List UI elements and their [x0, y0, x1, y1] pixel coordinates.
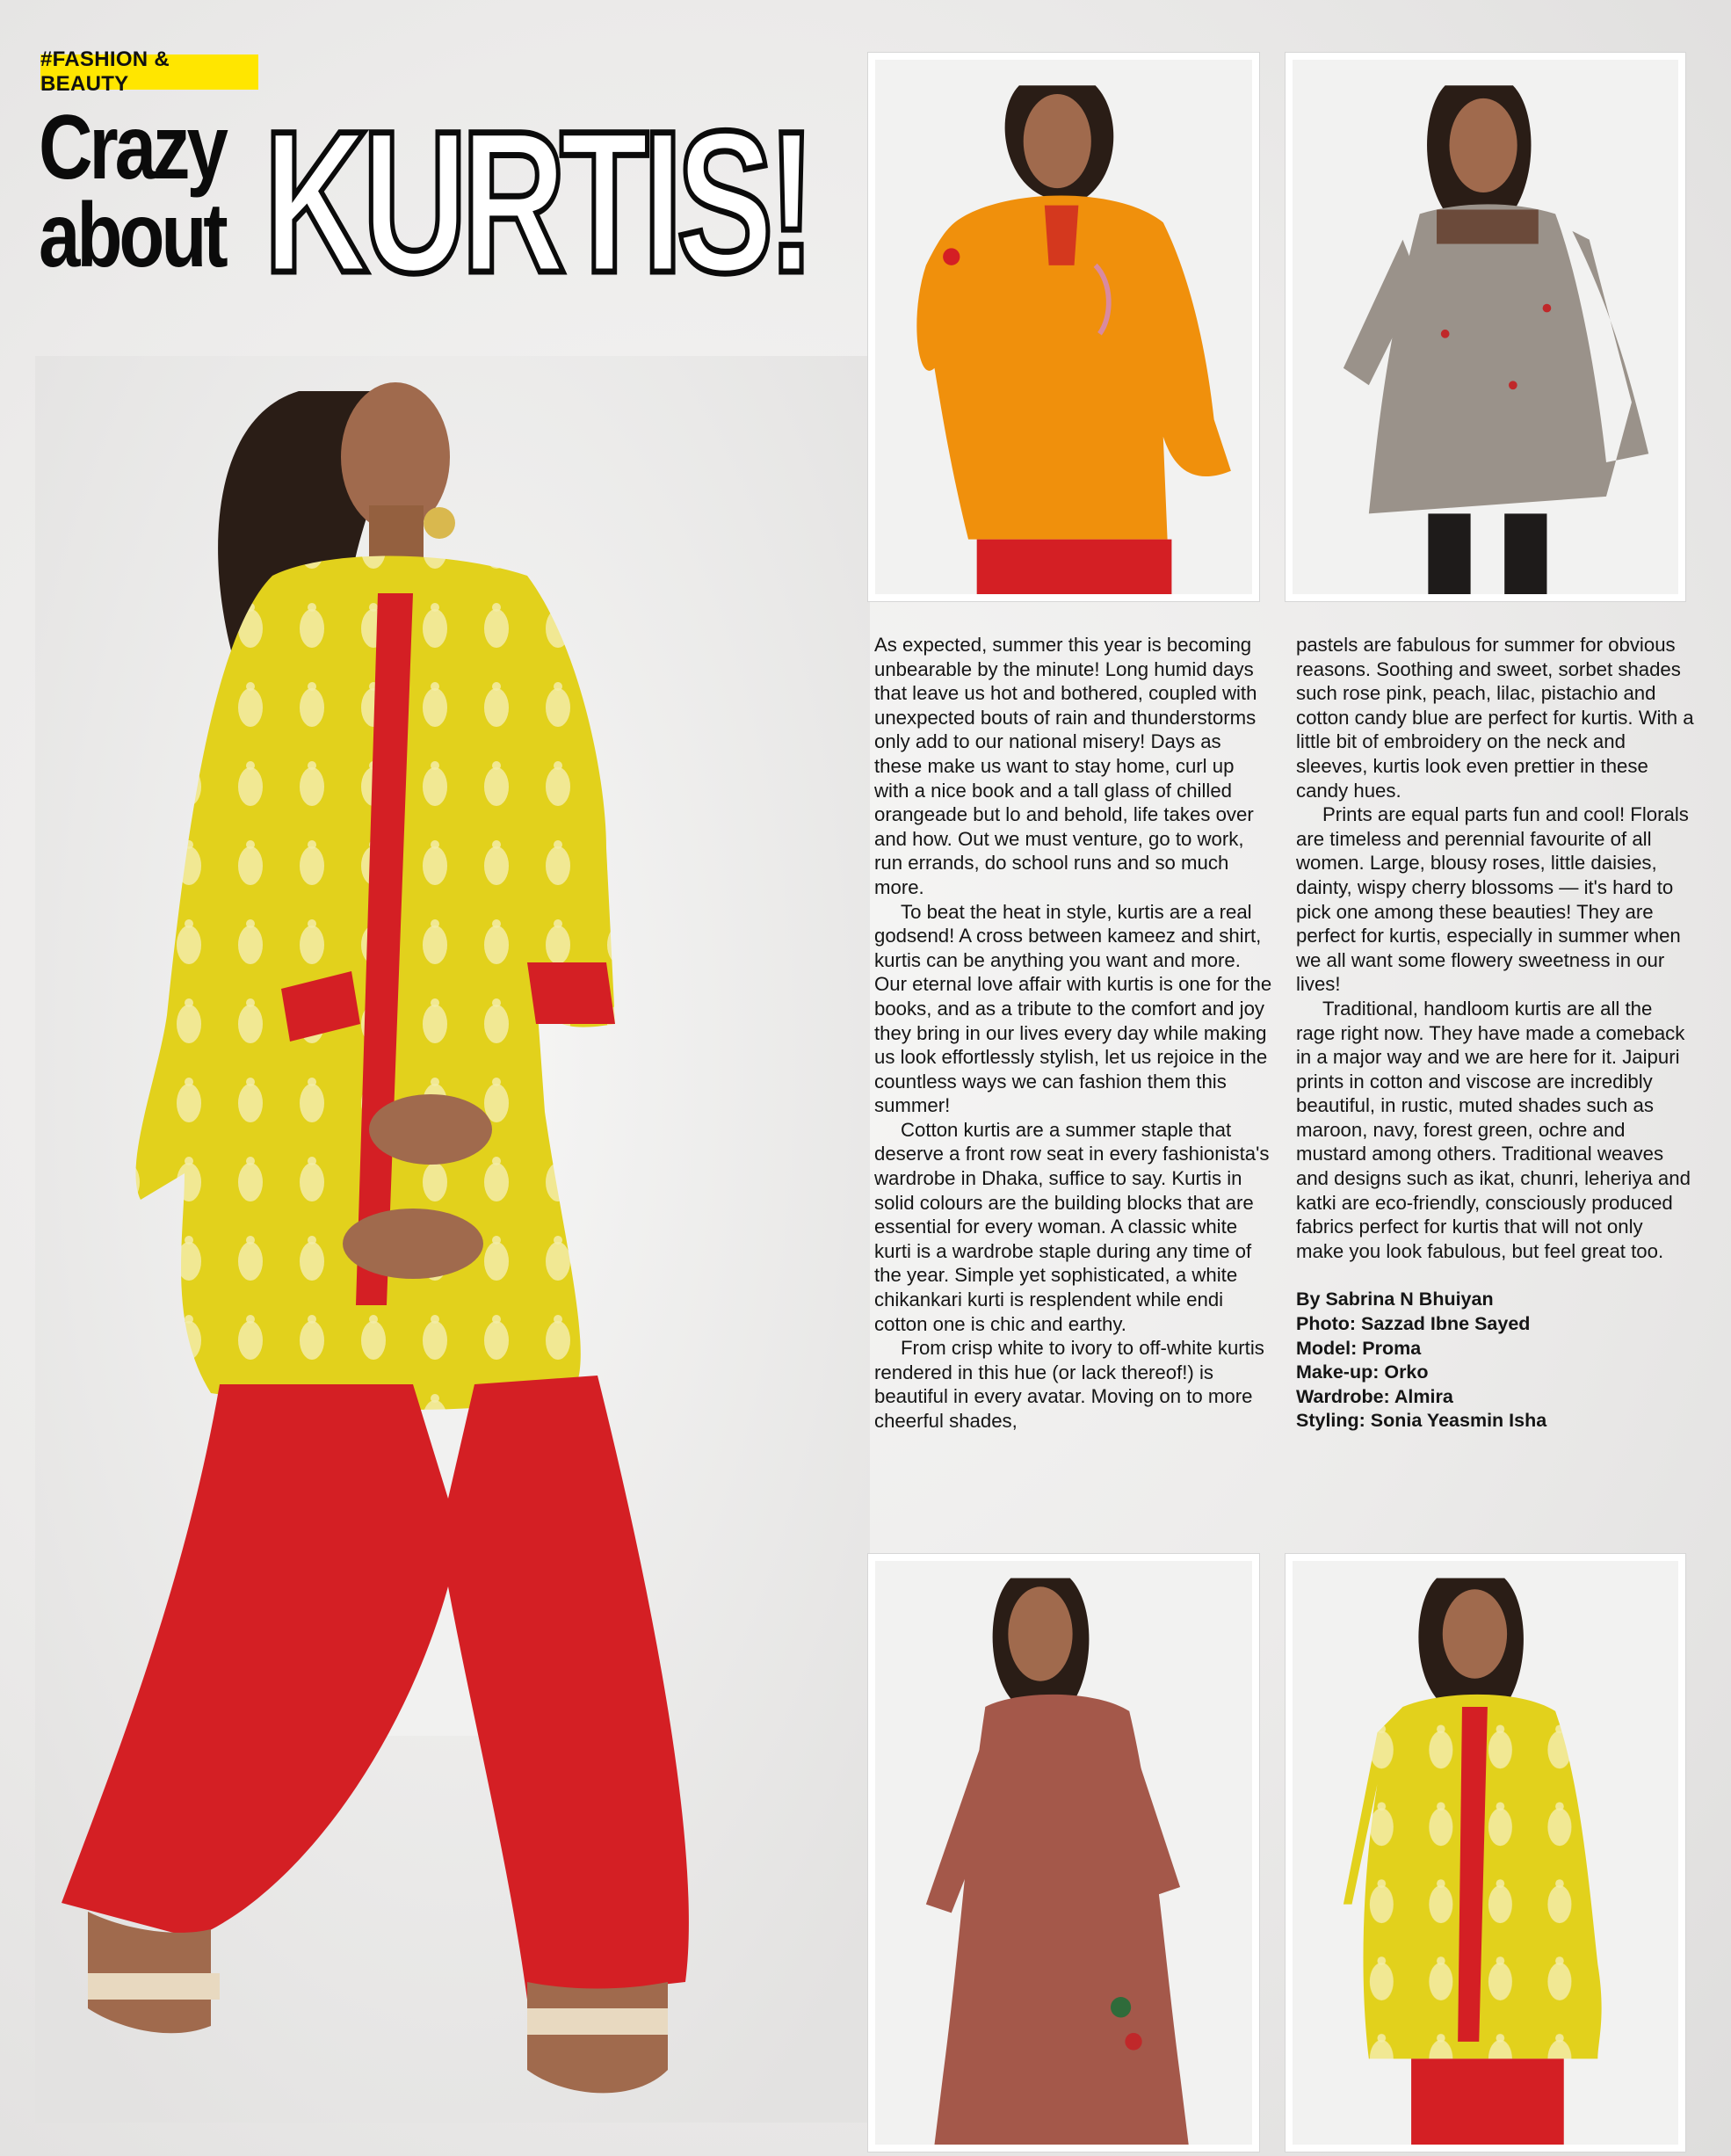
printed-kurti-illustration	[875, 1561, 1252, 2145]
title-line-1: Crazy	[39, 97, 225, 199]
photo-orange-kurti	[868, 53, 1259, 601]
article-column-2	[1296, 633, 1696, 1434]
credits	[1296, 1288, 1696, 1434]
grey-kurti-illustration	[1293, 60, 1678, 594]
title-big: KURTIS!	[264, 89, 810, 315]
paragraph: From crisp white to ivory to off-white kurtis rendered in this hue (or lack thereof!) is beautiful in every avatar. Moving on to more cheerful shades,	[874, 1337, 1264, 1432]
paragraph: pastels are fabulous for summer for obvious reasons. Soothing and sweet, sorbet shades such rose pink, peach, lilac, pistachio and cotton candy blue are perfect for kurtis. With a little bit of embroidery on the neck and sleeves, kurtis look even prettier in these candy hues.	[1296, 634, 1694, 802]
photo-printed-kurti	[868, 1554, 1259, 2152]
photo-grey-kurti	[1286, 53, 1685, 601]
title-line-2: about	[39, 185, 225, 287]
credit-makeup: Make-up: Orko	[1296, 1361, 1429, 1383]
credit-photo: Photo: Sazzad Ibne Sayed	[1296, 1313, 1531, 1335]
credit-wardrobe: Wardrobe: Almira	[1296, 1385, 1453, 1407]
hero-photo	[35, 356, 870, 2123]
article-column-1	[874, 633, 1274, 1434]
hero-model-illustration	[35, 356, 870, 2123]
title-small	[39, 97, 265, 287]
paragraph: Prints are equal parts fun and cool! Florals are timeless and perennial favourite of all women. Large, blousy roses, little daisies, dainty, wispy cherry blossoms — it's hard to pick one among these beauties! They are perfect for kurtis, especially in summer when we all want some flowery sweetness in our lives!	[1296, 803, 1689, 996]
credit-styling: Styling: Sonia Yeasmin Isha	[1296, 1410, 1547, 1432]
paragraph: Cotton kurtis are a summer staple that deserve a front row seat in every fashionista's wardrobe in Dhaka, suffice to say. Kurtis in solid colours are the building blocks that are essential for every woman. A classic white kurti is a wardrobe staple during any time of the year. Simple yet sophisticated, a white chikankari kurti is resplendent while endi cotton one is chic and earthy.	[874, 1118, 1270, 1335]
paragraph: To beat the heat in style, kurtis are a real godsend! A cross between kameez and shirt, kurtis can be anything you want and more. Our eternal love affair with kurtis is one for the books, and as a tribute to the comfort and joy they bring in our lives every day while making us look effortlessly stylish, let us rejoice in the countless ways we can fashion them this summer!	[874, 900, 1272, 1117]
section-tag: #FASHION & BEAUTY	[40, 54, 258, 90]
yellow-kurti-illustration	[1293, 1561, 1678, 2145]
paragraph: Traditional, handloom kurtis are all the rage right now. They have made a comeback in a major way and we are here for it. Jaipuri prints in cotton and viscose are incredibly beautiful, in rustic, muted shades such as maroon, navy, forest green, ochre and mustard among others. Traditional weaves and designs such as ikat, chunri, leheriya and katki are eco-friendly, consciously produced fabrics perfect for kurtis that will not only make you look fabulous, but feel great too.	[1296, 997, 1691, 1262]
photo-yellow-kurti	[1286, 1554, 1685, 2152]
paragraph: As expected, summer this year is becoming unbearable by the minute! Long humid days that leave us hot and bothered, coupled with unexpected bouts of rain and thunderstorms only add to our national misery! Days as these make us want to stay home, curl up with a nice book and a tall glass of chilled orangeade but lo and behold, life takes over and how. Out we must venture, go to work, run errands, do school runs and so much more.	[874, 634, 1257, 898]
credit-byline: By Sabrina N Bhuiyan	[1296, 1289, 1494, 1310]
credit-model: Model: Proma	[1296, 1337, 1422, 1359]
orange-kurti-illustration	[875, 60, 1252, 594]
